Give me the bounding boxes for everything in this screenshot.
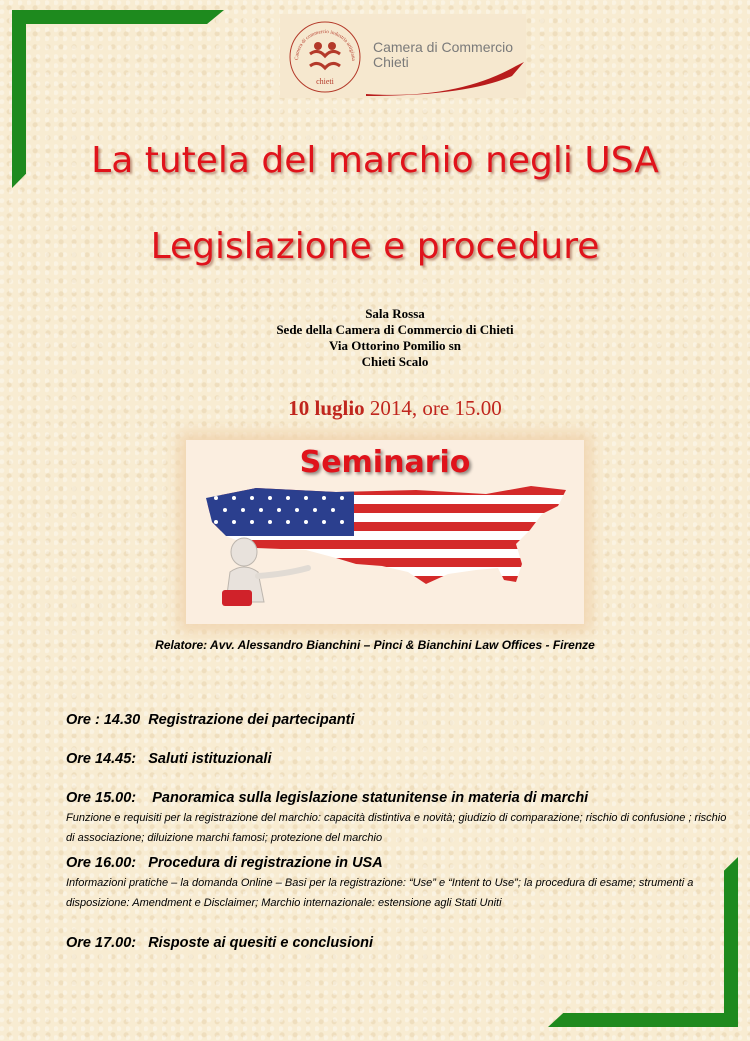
venue-block <box>0 306 750 370</box>
program-item <box>66 935 373 951</box>
program-item-head: Ore 15.00: Panoramica sulla legislazione statunitense in materia di marchi <box>66 790 589 806</box>
program-item <box>66 712 355 728</box>
program-item <box>66 790 728 848</box>
venue-line: Chieti Scalo <box>361 354 429 369</box>
program-item-description: Funzione e requisiti per la registrazione del marchio: capacità distintiva e novità; giudizio di comparazione; rischio di confusione ; rischio di associazione; diluizione marchi famosi; protezione del marchio <box>66 812 727 844</box>
seal-city-label: chieti <box>316 77 334 86</box>
event-date-time: 2014, ore 15.00 <box>364 396 502 420</box>
corner-top-left-horizontal <box>12 10 224 24</box>
program-item-head: Ore 16.00: Procedura di registrazione in USA <box>66 855 383 871</box>
chamber-logo <box>280 14 526 98</box>
logo-swoosh-icon <box>366 62 526 98</box>
seminar-title: Seminario <box>299 445 471 480</box>
venue-line: Sede della Camera di Commercio di Chieti <box>276 322 514 337</box>
chamber-name-line2: Chieti <box>373 54 409 70</box>
venue-line: Via Ottorino Pomilio sn <box>328 338 462 353</box>
program-item-head: Ore 14.45: Saluti istituzionali <box>66 751 272 767</box>
page-title: La tutela del marchio negli USA <box>91 140 659 181</box>
svg-text:Camera di commercio industria: Camera di commercio industria artigiana <box>293 28 357 61</box>
chamber-name-line1: Camera di Commercio <box>373 39 514 55</box>
page-subtitle: Legislazione e procedure <box>150 226 600 267</box>
corner-bottom-right-horizontal <box>548 1013 738 1027</box>
program-item-head: Ore : 14.30 Registrazione dei partecipanti <box>66 712 355 728</box>
chamber-seal-icon <box>288 20 362 94</box>
seminar-banner <box>186 440 584 624</box>
program-item-head: Ore 17.00: Risposte ai quesiti e conclusioni <box>66 935 374 951</box>
program-item <box>66 855 728 913</box>
event-date-day: 10 luglio <box>288 396 365 420</box>
event-date <box>0 396 750 421</box>
speaker-line: Relatore: Avv. Alessandro Bianchini – Pinci & Bianchini Law Offices - Firenze <box>155 638 595 652</box>
venue-line: Sala Rossa <box>365 306 425 321</box>
program-item <box>66 751 271 767</box>
program-item-description: Informazioni pratiche – la domanda Online – Basi per la registrazione: “Use” e “Intent to Use”; la procedura di esame; strumenti a disposizione: Amendment e Disclaimer; Marchio internazionale: estensione agli Stati Uniti <box>66 877 694 909</box>
